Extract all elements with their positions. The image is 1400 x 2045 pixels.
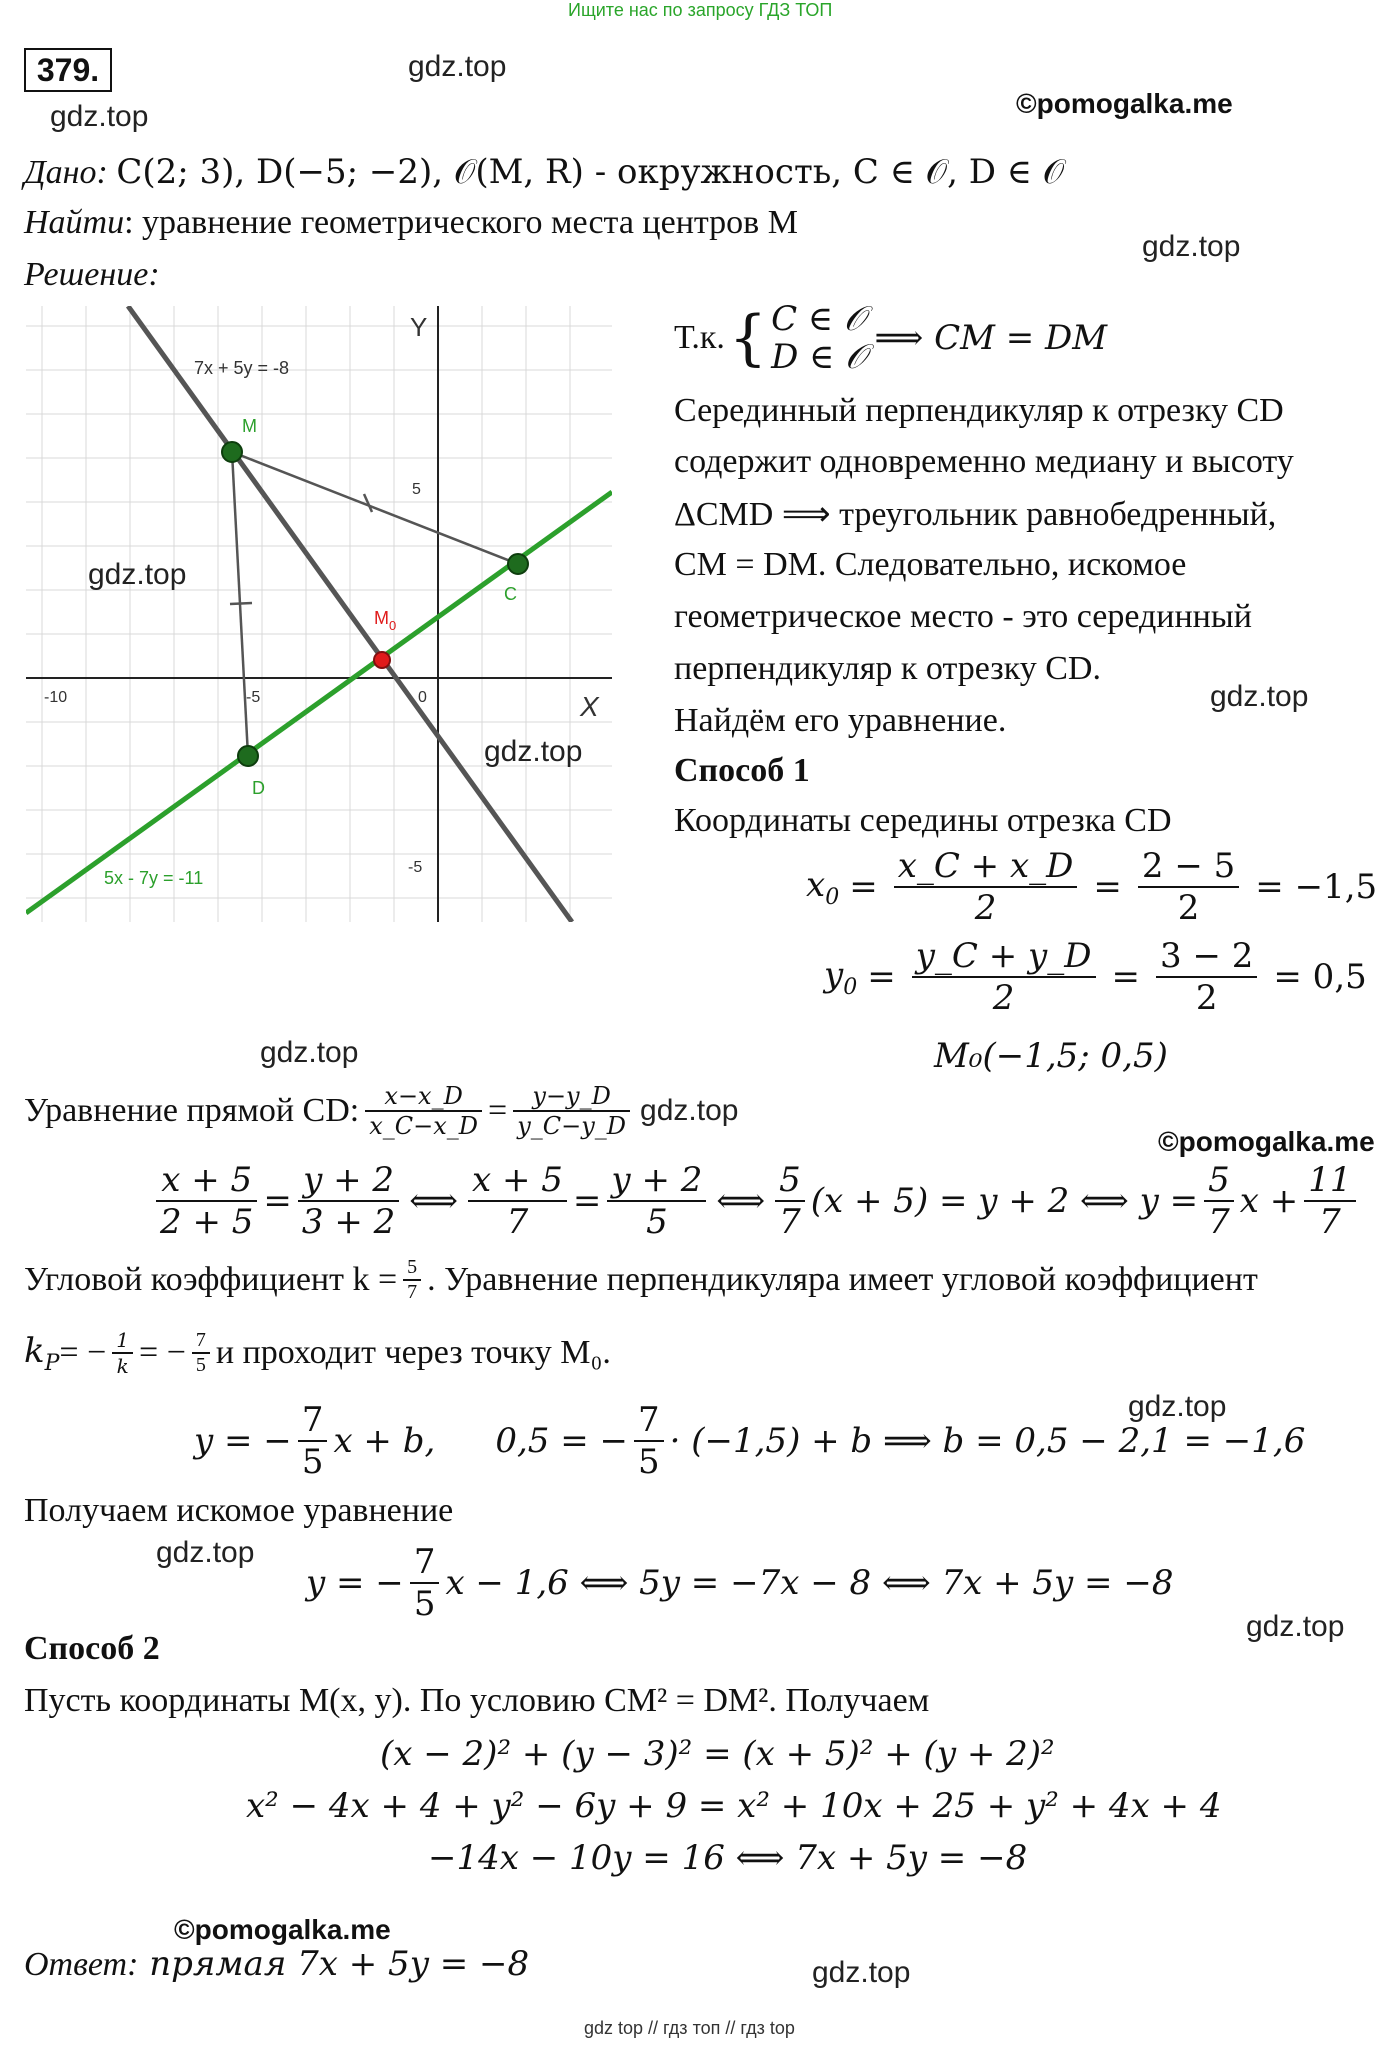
watermark-pomogalka: ©pomogalka.me [1158, 1126, 1375, 1157]
grid [26, 306, 612, 922]
fraction: $\frac{y\_C + y\_D}{2}$ [912, 936, 1096, 1018]
watermark-gdz: gdz.top [1128, 1390, 1227, 1423]
fraction: $\frac{x\_C + x\_D}{2}$ [894, 846, 1078, 928]
method2-equation: −14x − 10y = 16 ⟺ 7x + 5y = −8 [428, 1838, 1028, 1878]
slope-line: Угловой коэффициент k = $\frac{5}{7}$ . Уравнение перпендикуляра имеет угловой коэффициент [24, 1256, 1258, 1303]
text-line: Найдём его уравнение. [674, 702, 1007, 739]
y0-result: = 0,5 [1273, 957, 1367, 997]
watermark-gdz: gdz.top [88, 558, 187, 591]
fraction: $\frac{7}{5}$ [298, 1400, 328, 1482]
point-m0 [374, 652, 390, 668]
watermark-gdz: gdz.top [640, 1094, 739, 1127]
watermark-gdz: gdz.top [50, 100, 149, 133]
line2-label: 5x - 7y = -11 [104, 868, 204, 888]
fraction: $\frac{5}{7}$ [1204, 1160, 1234, 1242]
fraction: $\frac{y + 2}{5}$ [607, 1160, 706, 1242]
system-line: D ∈ 𝒪 [771, 337, 867, 377]
x0-result: = −1,5 [1255, 867, 1378, 907]
problem-number: 379. [24, 48, 112, 92]
x-tick-label: 0 [418, 689, 427, 706]
given-label: Дано: [24, 154, 108, 191]
watermark-gdz: gdz.top [484, 735, 583, 768]
find-text: : уравнение геометрического места центров M [124, 204, 798, 241]
b-equation: y = − $\frac{7}{5}$ x + b, 0,5 = − $\frac{7}{5}$ · (−1,5) + b ⟹ b = 0,5 − 2,1 = −1,6 [194, 1400, 1306, 1482]
top-search-hint[interactable]: Ищите нас по запросу ГДЗ ТОП [568, 0, 833, 20]
y-tick-label: 5 [412, 481, 421, 498]
text-line: ΔCMD ⟹ треугольник равнобедренный, [674, 496, 1277, 533]
x0-formula: $x_0$ = $\frac{x\_C + x\_D}{2}$ = $\frac{2 - 5}{2}$ = −1,5 [806, 846, 1378, 928]
point-m-label: M [242, 416, 257, 436]
system-line: C ∈ 𝒪 [771, 299, 866, 339]
line-cd-equation: Уравнение прямой CD: $\frac{x-x\_D}{x\_C-x\_D}$ = $\frac{y-y\_D}{y\_C-y\_D}$ gdz.top [24, 1082, 739, 1140]
chain-equation: $\frac{x + 5}{2 + 5}$ = $\frac{y + 2}{3 + 2}$ ⟺ $\frac{x + 5}{7}$ = $\frac{y + 2}{5}$ ⟺ $\frac{5}{7}$ (x + 5) = y + 2 ⟺ y = $\frac{5}{7}$ x + $\frac{11}{7}$ [150, 1160, 1362, 1242]
implies-text: ⟹ CM = DM [874, 318, 1108, 358]
x-tick-label: -5 [246, 689, 261, 706]
watermark-gdz: gdz.top [156, 1536, 255, 1569]
method2-heading: Способ 2 [24, 1630, 160, 1667]
point-d-label: D [252, 778, 265, 798]
fraction: $\frac{y-y\_D}{y\_C-y\_D}$ [513, 1082, 630, 1140]
find-label: Найти [24, 204, 125, 241]
solution-label: Решение: [24, 256, 160, 293]
watermark-gdz: gdz.top [1142, 230, 1241, 263]
text-line: Пусть координаты M(x, y). По условию CM² = DM². Получаем [24, 1682, 930, 1719]
text-line: Серединный перпендикуляр к отрезку CD [674, 392, 1284, 429]
method1-heading: Способ 1 [674, 752, 810, 789]
watermark-gdz: gdz.top [1210, 680, 1309, 713]
answer-text: прямая 7x + 5y = −8 [138, 1944, 530, 1984]
coordinate-graph [26, 306, 612, 922]
method2-equation: x² − 4x + 4 + y² − 6y + 9 = x² + 10x + 25 + y² + 4x + 4 [246, 1786, 1222, 1826]
y0-formula: $y_0$ = $\frac{y\_C + y\_D}{2}$ = $\frac{3 - 2}{2}$ = 0,5 [824, 936, 1367, 1018]
m0-point: M₀(−1,5; 0,5) [934, 1036, 1168, 1076]
tick-mark-md [230, 603, 252, 604]
text-line: содержит одновременно медиану и высоту [674, 443, 1294, 480]
watermark-pomogalka: ©pomogalka.me [1016, 88, 1233, 119]
footer-links[interactable]: gdz top // гдз топ // гдз top [584, 2018, 795, 2038]
x-tick-label: -10 [44, 689, 68, 706]
fraction: $\frac{y + 2}{3 + 2}$ [298, 1160, 399, 1242]
watermark-gdz: gdz.top [1246, 1610, 1345, 1643]
find-line [24, 204, 798, 242]
axes [26, 306, 612, 922]
y0-lhs: $y_0$ [824, 954, 858, 1000]
point-c [508, 554, 528, 574]
fraction: $\frac{3 - 2}{2}$ [1156, 936, 1257, 1018]
point-m0-label: $M_0$ [374, 608, 397, 633]
point-m [222, 442, 242, 462]
fraction: $\frac{x + 5}{7}$ [468, 1160, 567, 1242]
watermark-pomogalka: ©pomogalka.me [174, 1914, 391, 1945]
given-line [24, 152, 1064, 192]
tk-word: Т.к. [674, 319, 725, 356]
fraction: $\frac{5}{7}$ [403, 1256, 421, 1304]
point-c-label: C [504, 584, 517, 604]
fraction: $\frac{7}{5}$ [192, 1329, 210, 1377]
watermark-gdz: gdz.top [260, 1036, 359, 1069]
fraction: $\frac{11}{7}$ [1304, 1160, 1355, 1242]
method2-equation: (x − 2)² + (y − 3)² = (x + 5)² + (y + 2)² [380, 1734, 1055, 1774]
system [771, 300, 866, 376]
text-line: CM = DM. Следовательно, искомое [674, 546, 1187, 583]
text-line: геометрическое место - это серединный [674, 598, 1252, 635]
watermark-gdz: gdz.top [812, 1956, 911, 1989]
fraction: $\frac{x-x\_D}{x\_C-x\_D}$ [365, 1082, 482, 1140]
line1-label: 7x + 5y = -8 [194, 358, 290, 378]
final-equation: y = − $\frac{7}{5}$ x − 1,6 ⟺ 5y = −7x − 8 ⟺ 7x + 5y = −8 [306, 1542, 1174, 1624]
kp-line: $k_P$ = − $\frac{1}{k}$ = − $\frac{7}{5}$ и проходит через точку M₀. [24, 1328, 611, 1378]
text-line: Получаем искомое уравнение [24, 1492, 454, 1529]
text-line: Координаты середины отрезка CD [674, 802, 1172, 839]
fraction: $\frac{7}{5}$ [634, 1400, 664, 1482]
answer-label: Ответ: [24, 1946, 139, 1983]
line-cd-label: Уравнение прямой CD: [24, 1092, 360, 1129]
fraction: $\frac{2 - 5}{2}$ [1138, 846, 1239, 928]
point-d [238, 746, 258, 766]
x0-lhs: $x_0$ [806, 864, 840, 910]
text-line: перпендикуляр к отрезку CD. [674, 650, 1101, 687]
fraction: $\frac{5}{7}$ [775, 1160, 805, 1242]
fraction: $\frac{7}{5}$ [410, 1542, 440, 1624]
system-brace: { [728, 303, 768, 373]
fraction: $\frac{1}{k}$ [112, 1328, 133, 1378]
fraction: $\frac{x + 5}{2 + 5}$ [156, 1160, 257, 1242]
given-text: C(2; 3), D(−5; −2), 𝒪(M, R) - окружность, C ∈ 𝒪, D ∈ 𝒪 [116, 152, 1065, 192]
tk-line [674, 300, 1107, 376]
x-axis-label: X [580, 691, 599, 722]
y-tick-label: -5 [408, 859, 423, 876]
answer-line [24, 1944, 529, 1984]
watermark-gdz: gdz.top [408, 50, 507, 83]
y-axis-label: Y [410, 312, 428, 342]
